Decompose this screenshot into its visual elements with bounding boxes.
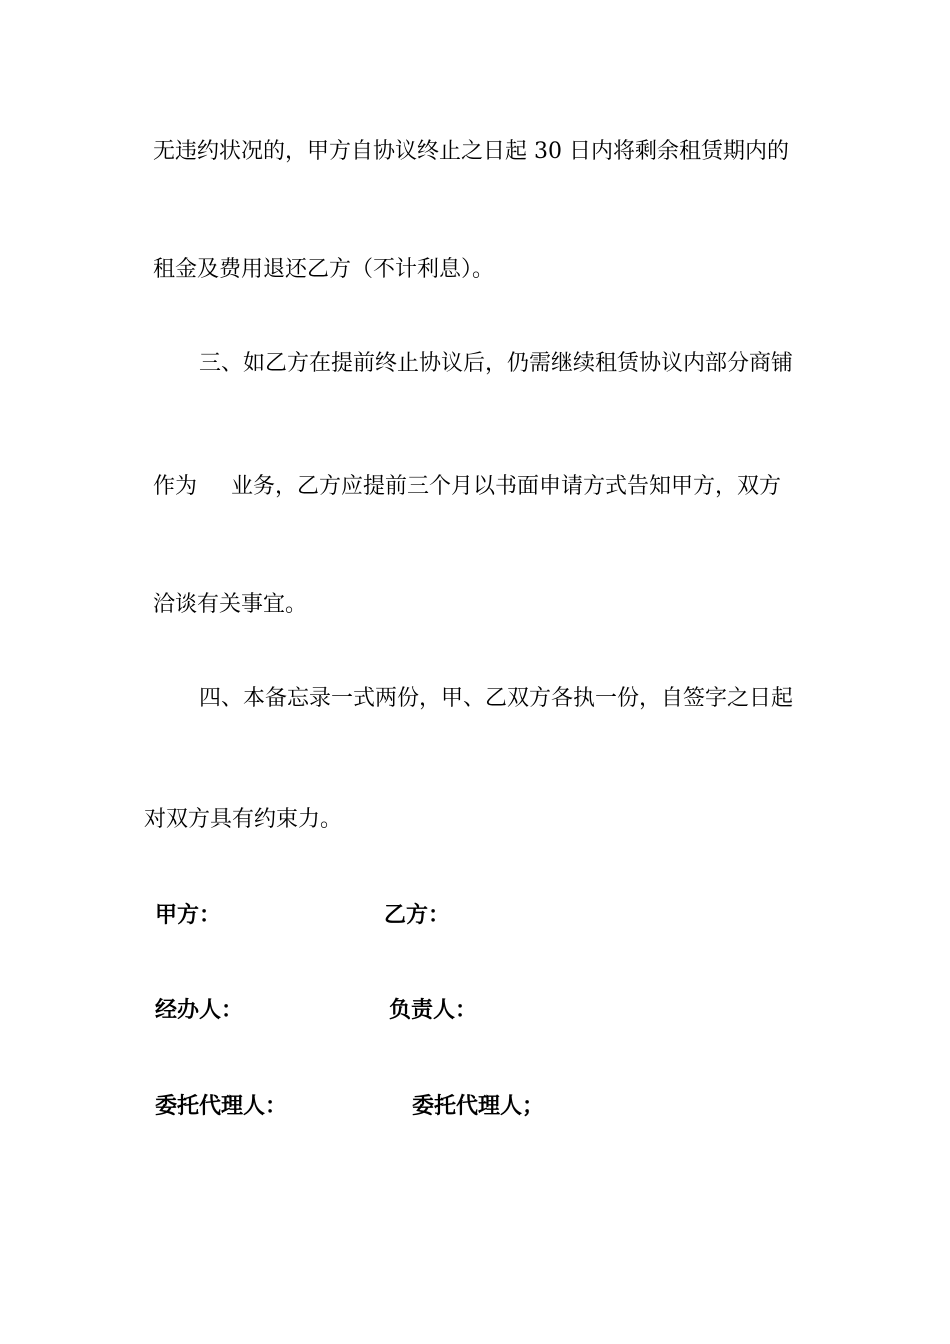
clause-3-line-1: 三、如乙方在提前终止协议后，仍需继续租赁协议内部分商铺 xyxy=(199,351,794,376)
party-a-label: 甲方： xyxy=(155,902,222,928)
clause-3-line-2-start: 作为 xyxy=(153,474,198,499)
paragraph-2-line-1: 无违约状况的，甲方自协议终止之日起 30 日内将剩余租赁期内的 xyxy=(153,139,789,164)
party-b-label: 乙方： xyxy=(384,902,451,928)
clause-4-line-2: 对双方具有约束力。 xyxy=(144,807,343,832)
paragraph-2-line-2: 租金及费用退还乙方（不计利息）。 xyxy=(153,257,495,282)
handler-label: 经办人： xyxy=(155,997,244,1023)
agent-a-label: 委托代理人： xyxy=(155,1093,288,1119)
agent-b-label: 委托代理人； xyxy=(412,1093,545,1119)
clause-4-line-1: 四、本备忘录一式两份，甲、乙双方各执一份，自签字之日起 xyxy=(199,686,794,711)
clause-3-line-2-rest: 业务，乙方应提前三个月以书面申请方式告知甲方，双方 xyxy=(231,474,782,499)
responsible-person-label: 负责人： xyxy=(389,997,478,1023)
clause-3-line-3: 洽谈有关事宜。 xyxy=(153,592,308,617)
clause-3-line-2 xyxy=(153,472,781,502)
